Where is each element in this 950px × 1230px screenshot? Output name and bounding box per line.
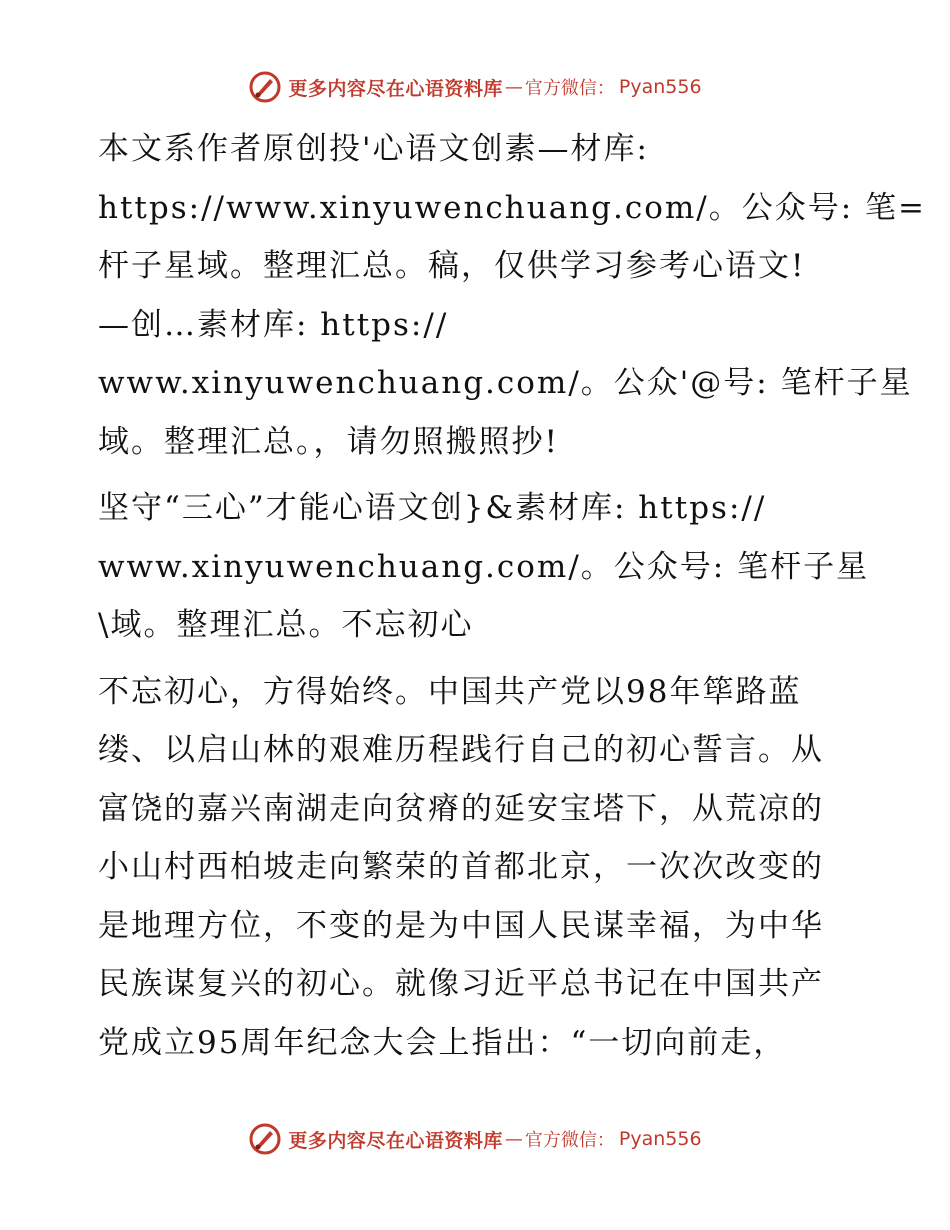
text-line: \域。整理汇总。不忘初心 [98,607,474,643]
document-body [98,120,927,1080]
text-line: www.xinyuwenchuang.com/。公众号: 笔杆子星 [98,548,870,585]
paragraph-1 [98,120,927,471]
text-line: 域。整理汇总。，请勿照搬照抄! [98,423,559,460]
banner-separator: — [504,1128,523,1150]
banner-title: 更多内容尽在心语资料库 [288,77,503,100]
text-line: 不忘初心，方得始终。中国共产党以98年筚路蓝 [98,673,802,710]
footer-banner [0,1122,950,1156]
text-line: 杆子星域。整理汇总。稿，仅供学习参考心语文! [98,248,806,284]
text-line: 坚守“三心”才能心语文创}&素材库: https:// [98,490,767,526]
banner-wechat-id: Pyan556 [618,1128,702,1150]
brush-logo-icon [248,1122,282,1156]
text-line: www.xinyuwenchuang.com/。公众'@号: 笔杆子星 [98,365,913,401]
banner-wechat-label: 官方微信： [524,78,615,99]
banner-wechat-label: 官方微信： [524,1130,615,1151]
text-line: 是地理方位，不变的是为中国人民谋幸福，为中华 [98,907,824,944]
paragraph-3 [98,663,858,1073]
banner-title: 更多内容尽在心语资料库 [288,1129,503,1152]
text-line: 小山村西柏坡走向繁荣的首都北京，一次次改变的 [98,849,824,885]
text-line: —创…素材库: https:// [98,306,449,343]
banner-wechat-id: Pyan556 [618,76,702,98]
header-banner [0,70,950,104]
paragraph-2 [98,479,870,655]
text-line: https://www.xinyuwenchuang.com/。公众号: 笔= [98,189,927,226]
text-line: 缕、以启山林的艰难历程践行自己的初心誓言。从 [98,732,824,768]
text-line: 富饶的嘉兴南湖走向贫瘠的延安宝塔下，从荒凉的 [98,790,824,827]
brush-logo-icon [248,70,282,104]
text-line: 党成立95周年纪念大会上指出：“一切向前走， [98,1024,787,1061]
text-line: 本文系作者原创投'心语文创素—材库: [98,131,649,167]
text-line: 民族谋复兴的初心。就像习近平总书记在中国共产 [98,966,824,1002]
banner-separator: — [504,76,523,98]
